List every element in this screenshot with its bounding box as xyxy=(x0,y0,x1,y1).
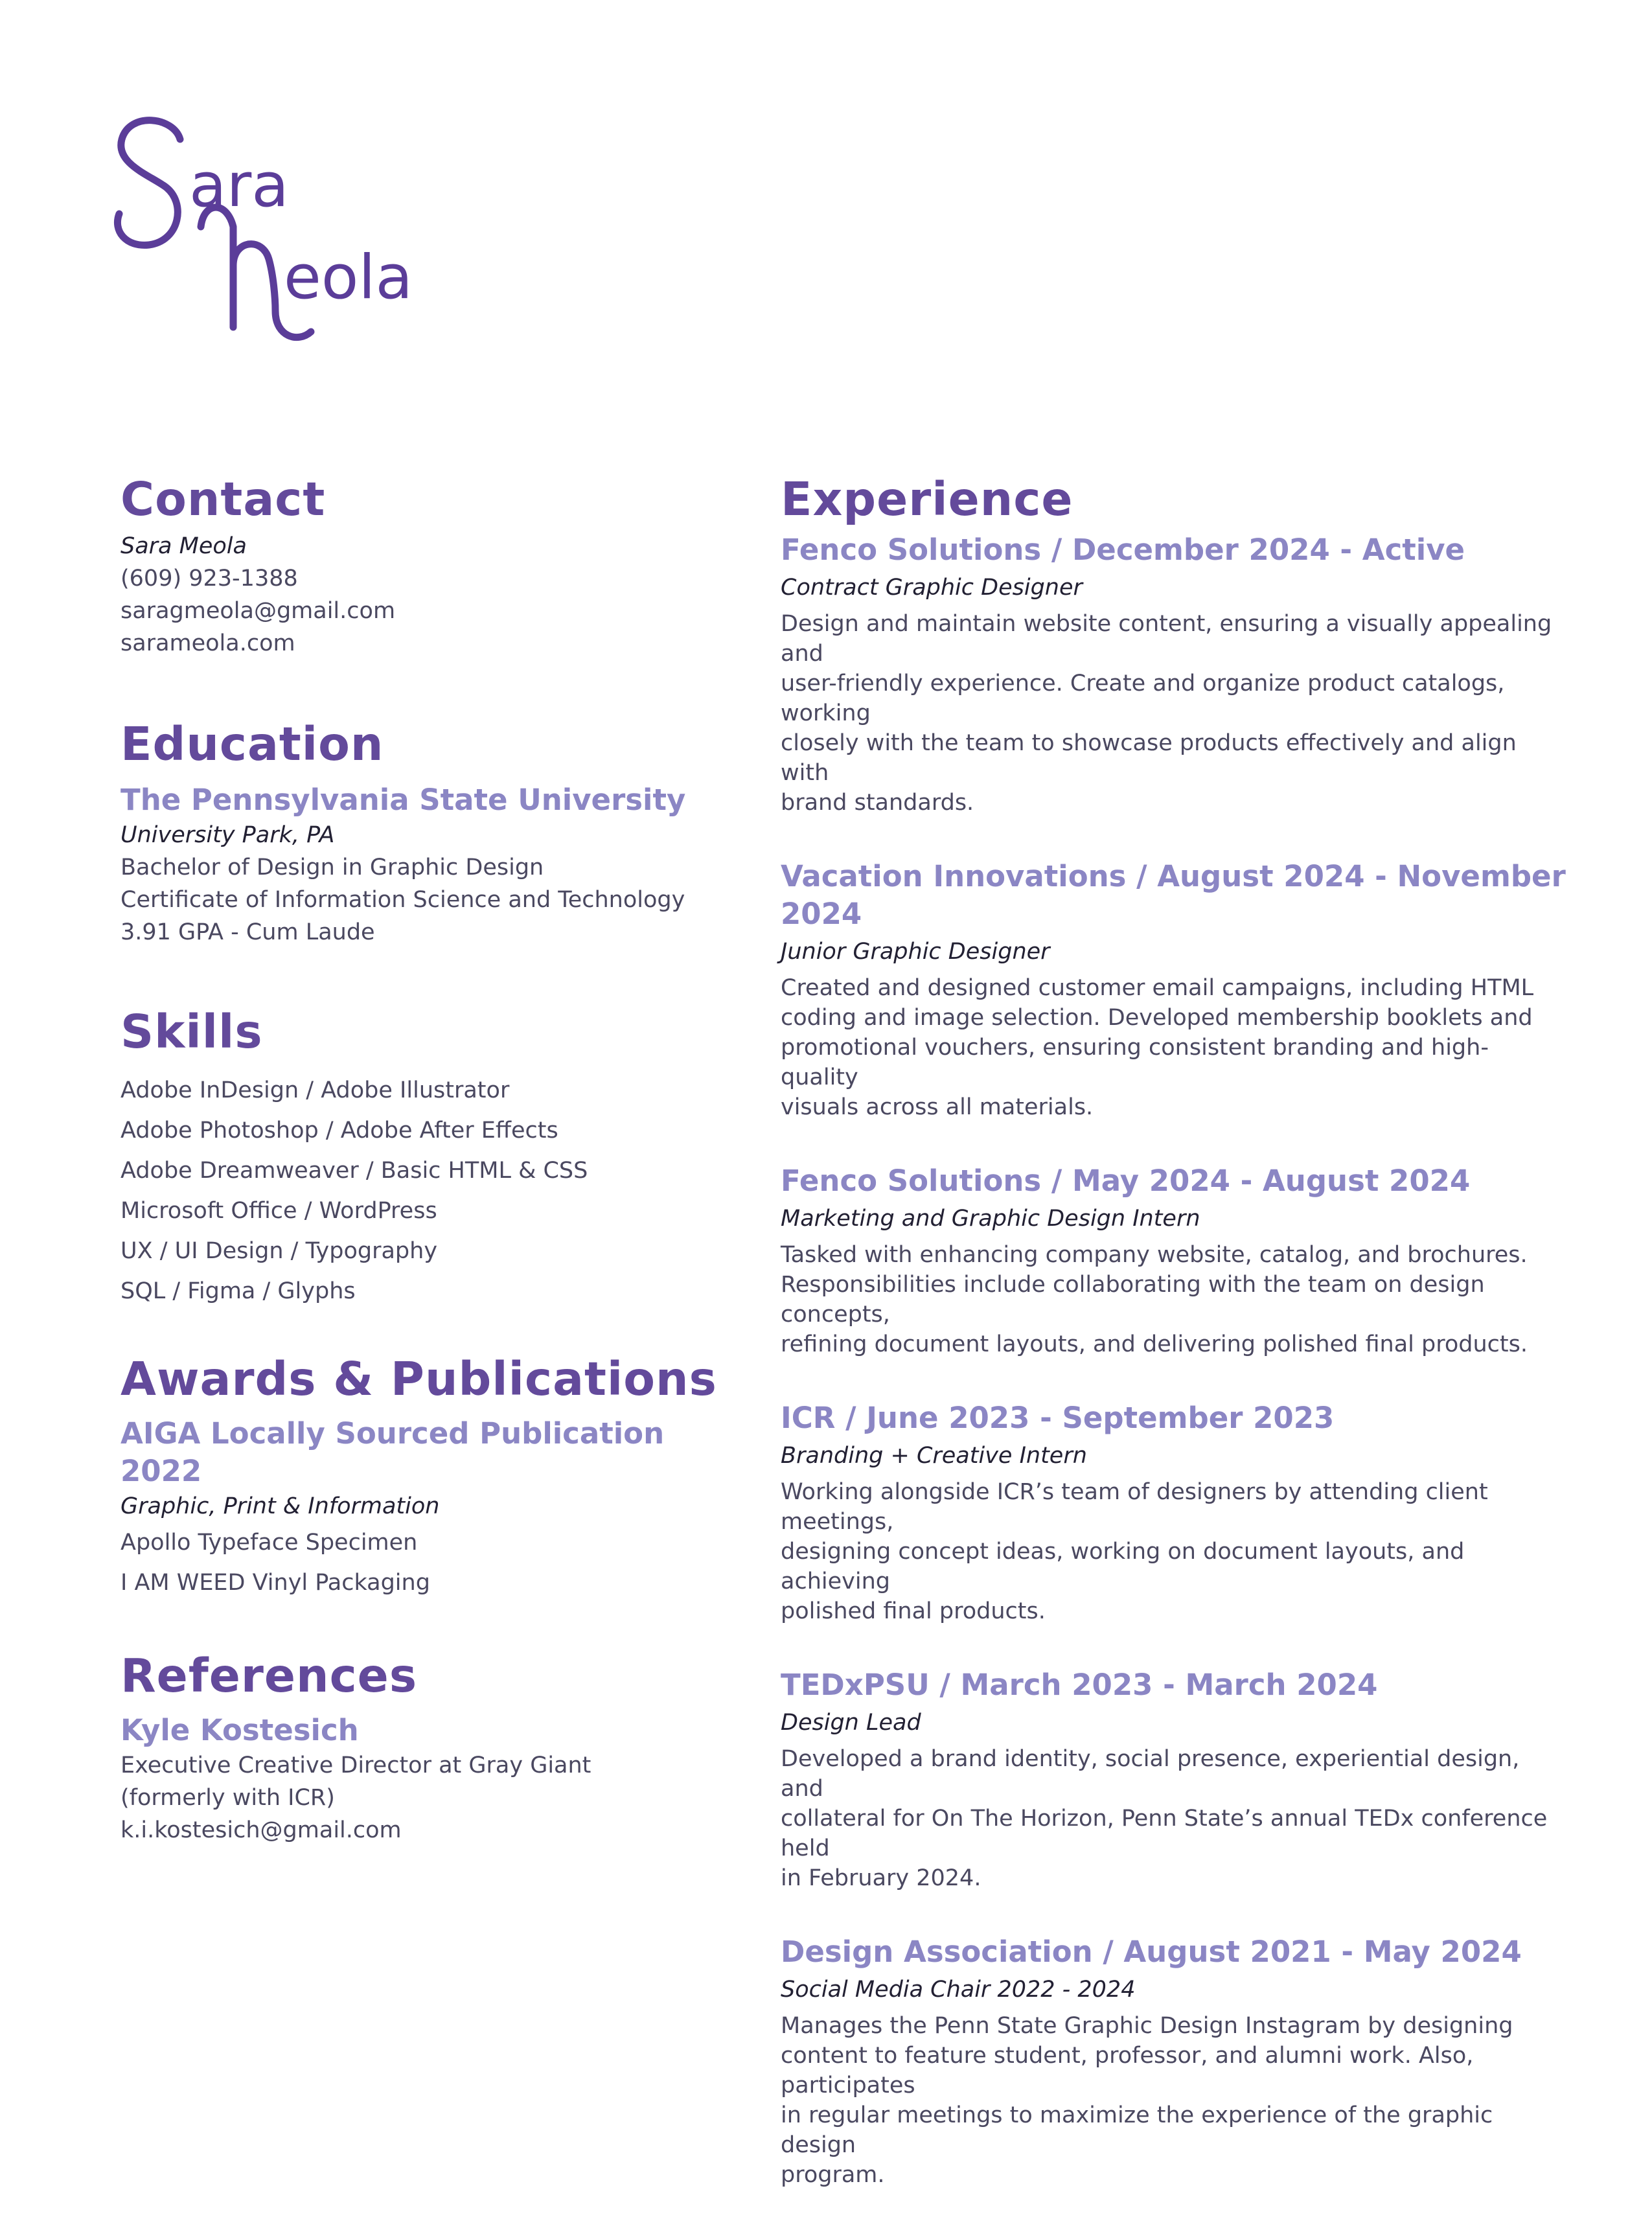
logo-first-name-tail: ara xyxy=(189,150,289,221)
job-entry xyxy=(781,1162,1571,1359)
reference-title: Executive Creative Director at Gray Giant xyxy=(120,1753,591,1778)
skill-item: UX / UI Design / Typography xyxy=(120,1238,438,1264)
awards-section xyxy=(120,1351,729,1603)
job-entry xyxy=(781,1933,1571,2190)
job-description-line: Created and designed customer email campaigns, including HTML xyxy=(781,975,1534,1001)
reference-email[interactable]: k.i.kostesich@gmail.com xyxy=(120,1817,402,1843)
job-role: Contract Graphic Designer xyxy=(781,575,1083,601)
award-item: Apollo Typeface Specimen xyxy=(120,1530,418,1556)
left-column xyxy=(120,472,729,1906)
awards-heading: Awards & Publications xyxy=(120,1352,717,1406)
job-description-line: Developed a brand identity, social presence, experiential design, and xyxy=(781,1746,1520,1802)
contact-phone[interactable]: (609) 923-1388 xyxy=(120,566,298,592)
job-description-line: coding and image selection. Developed membership booklets and xyxy=(781,1005,1533,1031)
job-role: Marketing and Graphic Design Intern xyxy=(781,1206,1200,1232)
skill-item: Adobe Dreamweaver / Basic HTML & CSS xyxy=(120,1158,588,1184)
job-title: Design Association / August 2021 - May 2024 xyxy=(781,1935,1522,1969)
experience-heading: Experience xyxy=(781,472,1073,526)
award-item: I AM WEED Vinyl Packaging xyxy=(120,1570,430,1596)
job-role: Branding + Creative Intern xyxy=(781,1443,1087,1469)
experience-section xyxy=(781,472,1571,2190)
skill-item: Adobe InDesign / Adobe Illustrator xyxy=(120,1077,510,1103)
skills-heading: Skills xyxy=(120,1005,263,1059)
job-description-line: Working alongside ICR’s team of designers by attending client meetings, xyxy=(781,1479,1488,1535)
award-category: Graphic, Print & Information xyxy=(120,1493,440,1519)
skill-item: Microsoft Office / WordPress xyxy=(120,1198,437,1224)
job-description-line: visuals across all materials. xyxy=(781,1094,1094,1120)
contact-website[interactable]: sarameola.com xyxy=(120,630,295,656)
job-entry xyxy=(781,1399,1571,1626)
job-description-line: content to feature student, professor, and alumni work. Also, participates xyxy=(781,2043,1474,2098)
job-entry xyxy=(781,858,1571,1122)
reference-note: (formerly with ICR) xyxy=(120,1785,335,1811)
job-description-line: Responsibilities include collaborating with the team on design concepts, xyxy=(781,1272,1485,1328)
job-description-line: polished final products. xyxy=(781,1598,1046,1624)
contact-section xyxy=(120,472,729,660)
right-column xyxy=(781,472,1571,2230)
job-title: ICR / June 2023 - September 2023 xyxy=(781,1401,1335,1435)
job-title: Fenco Solutions / December 2024 - Active xyxy=(781,533,1465,567)
award-title: AIGA Locally Sourced Publication 2022 xyxy=(120,1416,665,1488)
logo-svg xyxy=(104,104,441,350)
job-role: Design Lead xyxy=(781,1710,921,1736)
education-section xyxy=(120,717,729,948)
references-heading: References xyxy=(120,1649,418,1703)
education-location: University Park, PA xyxy=(120,822,335,848)
job-role: Junior Graphic Designer xyxy=(781,939,1050,965)
job-description-line: designing concept ideas, working on document layouts, and achieving xyxy=(781,1539,1465,1594)
job-description-line: promotional vouchers, ensuring consistent branding and high-quality xyxy=(781,1035,1489,1090)
contact-heading: Contact xyxy=(120,472,326,526)
job-description-line: collateral for On The Horizon, Penn State’s annual TEDx conference held xyxy=(781,1806,1548,1861)
logo-s-stroke xyxy=(117,121,180,246)
job-description-line: closely with the team to showcase products effectively and align with xyxy=(781,730,1517,786)
job-entry xyxy=(781,1666,1571,1893)
job-description-line: brand standards. xyxy=(781,790,974,816)
reference-name: Kyle Kostesich xyxy=(120,1713,359,1747)
job-title: Fenco Solutions / May 2024 - August 2024 xyxy=(781,1164,1471,1198)
references-section xyxy=(120,1648,729,1846)
education-degree: Bachelor of Design in Graphic Design xyxy=(120,855,544,880)
logo-last-name-tail: eola xyxy=(284,242,413,313)
skills-section xyxy=(120,1004,729,1311)
job-title: Vacation Innovations / August 2024 - November 2024 xyxy=(781,859,1566,931)
job-role: Social Media Chair 2022 - 2024 xyxy=(781,1977,1136,2003)
job-description-line: refining document layouts, and delivering polished final products. xyxy=(781,1331,1528,1357)
name-logo xyxy=(104,104,441,350)
education-school: The Pennsylvania State University xyxy=(120,783,686,817)
skill-item: Adobe Photoshop / Adobe After Effects xyxy=(120,1118,558,1144)
job-description-line: program. xyxy=(781,2162,885,2188)
job-description-line: user-friendly experience. Create and organize product catalogs, working xyxy=(781,671,1505,726)
education-heading: Education xyxy=(120,717,384,771)
skill-item: SQL / Figma / Glyphs xyxy=(120,1278,356,1304)
contact-name: Sara Meola xyxy=(120,533,247,559)
job-entry xyxy=(781,531,1571,818)
job-description-line: Design and maintain website content, ensuring a visually appealing and xyxy=(781,611,1552,667)
job-description-line: Tasked with enhancing company website, catalog, and brochures. xyxy=(781,1242,1528,1268)
education-gpa: 3.91 GPA - Cum Laude xyxy=(120,919,375,945)
education-certificate: Certificate of Information Science and Technology xyxy=(120,887,685,913)
job-description-line: in regular meetings to maximize the experience of the graphic design xyxy=(781,2102,1493,2158)
job-title: TEDxPSU / March 2023 - March 2024 xyxy=(781,1668,1378,1702)
job-description-line: Manages the Penn State Graphic Design Instagram by designing xyxy=(781,2013,1513,2039)
contact-email[interactable]: saragmeola@gmail.com xyxy=(120,598,396,624)
job-description-line: in February 2024. xyxy=(781,1865,981,1891)
